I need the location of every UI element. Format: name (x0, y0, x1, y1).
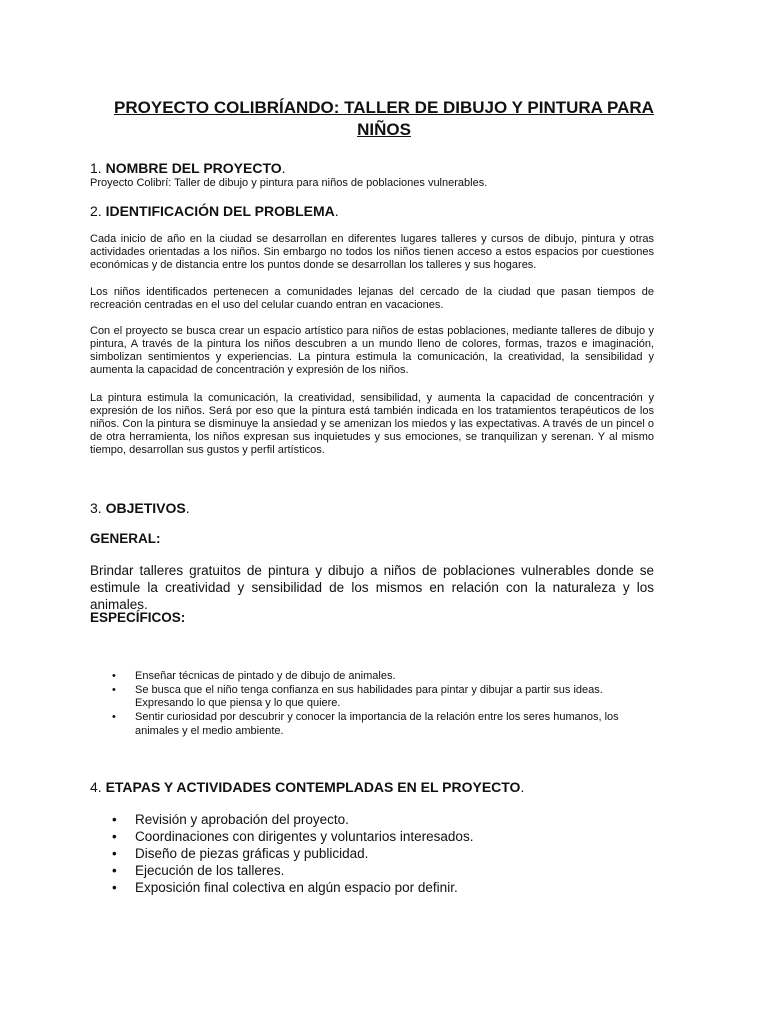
list-item (112, 879, 652, 896)
list-item-text: Coordinaciones con dirigentes y voluntarios interesados. (135, 829, 474, 844)
bullet-icon: • (112, 846, 117, 861)
section-3-number: 3. (90, 500, 102, 516)
section-4-heading (90, 779, 524, 795)
stages-list (112, 811, 652, 896)
list-item (112, 684, 652, 711)
section-1-period: . (281, 160, 286, 176)
bullet-icon: • (112, 880, 117, 895)
section-4-period: . (520, 779, 525, 795)
section-4-number: 4. (90, 779, 102, 795)
list-item (112, 845, 652, 862)
specific-objectives-label: ESPECÍFICOS: (90, 610, 186, 625)
bullet-icon: • (112, 683, 116, 696)
bullet-icon: • (112, 863, 117, 878)
list-item (112, 670, 652, 684)
section-1-text: Proyecto Colibrí: Taller de dibujo y pintura para niños de poblaciones vulnerables. (90, 177, 488, 189)
list-item-text: Ejecución de los talleres. (135, 863, 285, 878)
general-objective-label: GENERAL: (90, 531, 161, 546)
list-item (112, 828, 652, 845)
section-2-number: 2. (90, 203, 102, 219)
list-item-text: Sentir curiosidad por descubrir y conocer la importancia de la relación entre los seres humanos, los animales y el medio ambiente. (135, 711, 619, 737)
bullet-icon: • (112, 670, 116, 682)
list-item-text: Diseño de piezas gráficas y publicidad. (135, 846, 369, 861)
section-2-paragraph: Con el proyecto se busca crear un espacio artístico para niños de estas poblaciones, mediante talleres de dibujo y pintura, A través de la pintura los niños descubren a un mundo lleno de colores, formas, trazos e imaginación, simbolizan sentimientos y experiencias. La pintura estimula la comunicación, la creatividad, la sensibilidad y aumenta la capacidad de concentración y expresión de los niños. (90, 325, 654, 376)
section-3-period: . (185, 500, 190, 516)
list-item (112, 862, 652, 879)
section-2-title: IDENTIFICACIÓN DEL PROBLEMA (105, 203, 335, 219)
section-2-period: . (334, 203, 339, 219)
bullet-icon: • (112, 711, 116, 724)
section-2-heading (90, 203, 339, 219)
section-3-heading (90, 500, 190, 516)
section-4-title: ETAPAS Y ACTIVIDADES CONTEMPLADAS EN EL PROYECTO (105, 779, 521, 795)
bullet-icon: • (112, 812, 117, 827)
section-2-paragraph: Cada inicio de año en la ciudad se desarrollan en diferentes lugares talleres y cursos de dibujo, pintura y otras actividades orientadas a los niños. Sin embargo no todos los niños tienen acceso a estos espacios por cuestiones económicas y de distancia entre los puntos donde se desarrollan los talleres y sus hogares. (90, 233, 654, 271)
section-1-heading (90, 160, 286, 176)
section-1-number: 1. (90, 160, 102, 176)
bullet-icon: • (112, 829, 117, 844)
document-title: PROYECTO COLIBRÍANDO: TALLER DE DIBUJO Y PINTURA PARA NIÑOS (114, 98, 654, 139)
section-1-title: NOMBRE DEL PROYECTO (105, 160, 282, 176)
list-item-text: Se busca que el niño tenga confianza en sus habilidades para pintar y dibujar a partir sus ideas. Expresando lo que piensa y lo que quiere. (135, 683, 603, 710)
list-item-text: Exposición final colectiva en algún espacio por definir. (135, 880, 458, 895)
specific-objectives-list (112, 670, 652, 739)
section-2-paragraph: La pintura estimula la comunicación, la creatividad, sensibilidad, y aumenta la capacidad de concentración y expresión de los niños. Será por eso que la pintura está también indicada en los tratamientos terapéuticos de los niños. Con la pintura se disminuye la ansiedad y se amenizan los miedos y las expectativas. A través de un pincel o de otra herramienta, los niños expresan sus inquietudes y sus emociones, se tranquilizan y serenan. Y al mismo tiempo, desarrollan sus gustos y perfil artísticos. (90, 392, 654, 456)
list-item (112, 811, 652, 828)
general-objective-text: Brindar talleres gratuitos de pintura y dibujo a niños de poblaciones vulnerables donde se estimule la creatividad y sensibilidad de los mismos en relación con la naturaleza y los animales. (90, 563, 654, 612)
list-item-text: Enseñar técnicas de pintado y de dibujo de animales. (135, 670, 396, 682)
list-item (112, 711, 652, 738)
section-3-title: OBJETIVOS (105, 500, 186, 516)
section-2-paragraph: Los niños identificados pertenecen a comunidades lejanas del cercado de la ciudad que pasan tiempos de recreación centradas en el uso del celular cuando entran en vacaciones. (90, 286, 654, 311)
list-item-text: Revisión y aprobación del proyecto. (135, 812, 349, 827)
